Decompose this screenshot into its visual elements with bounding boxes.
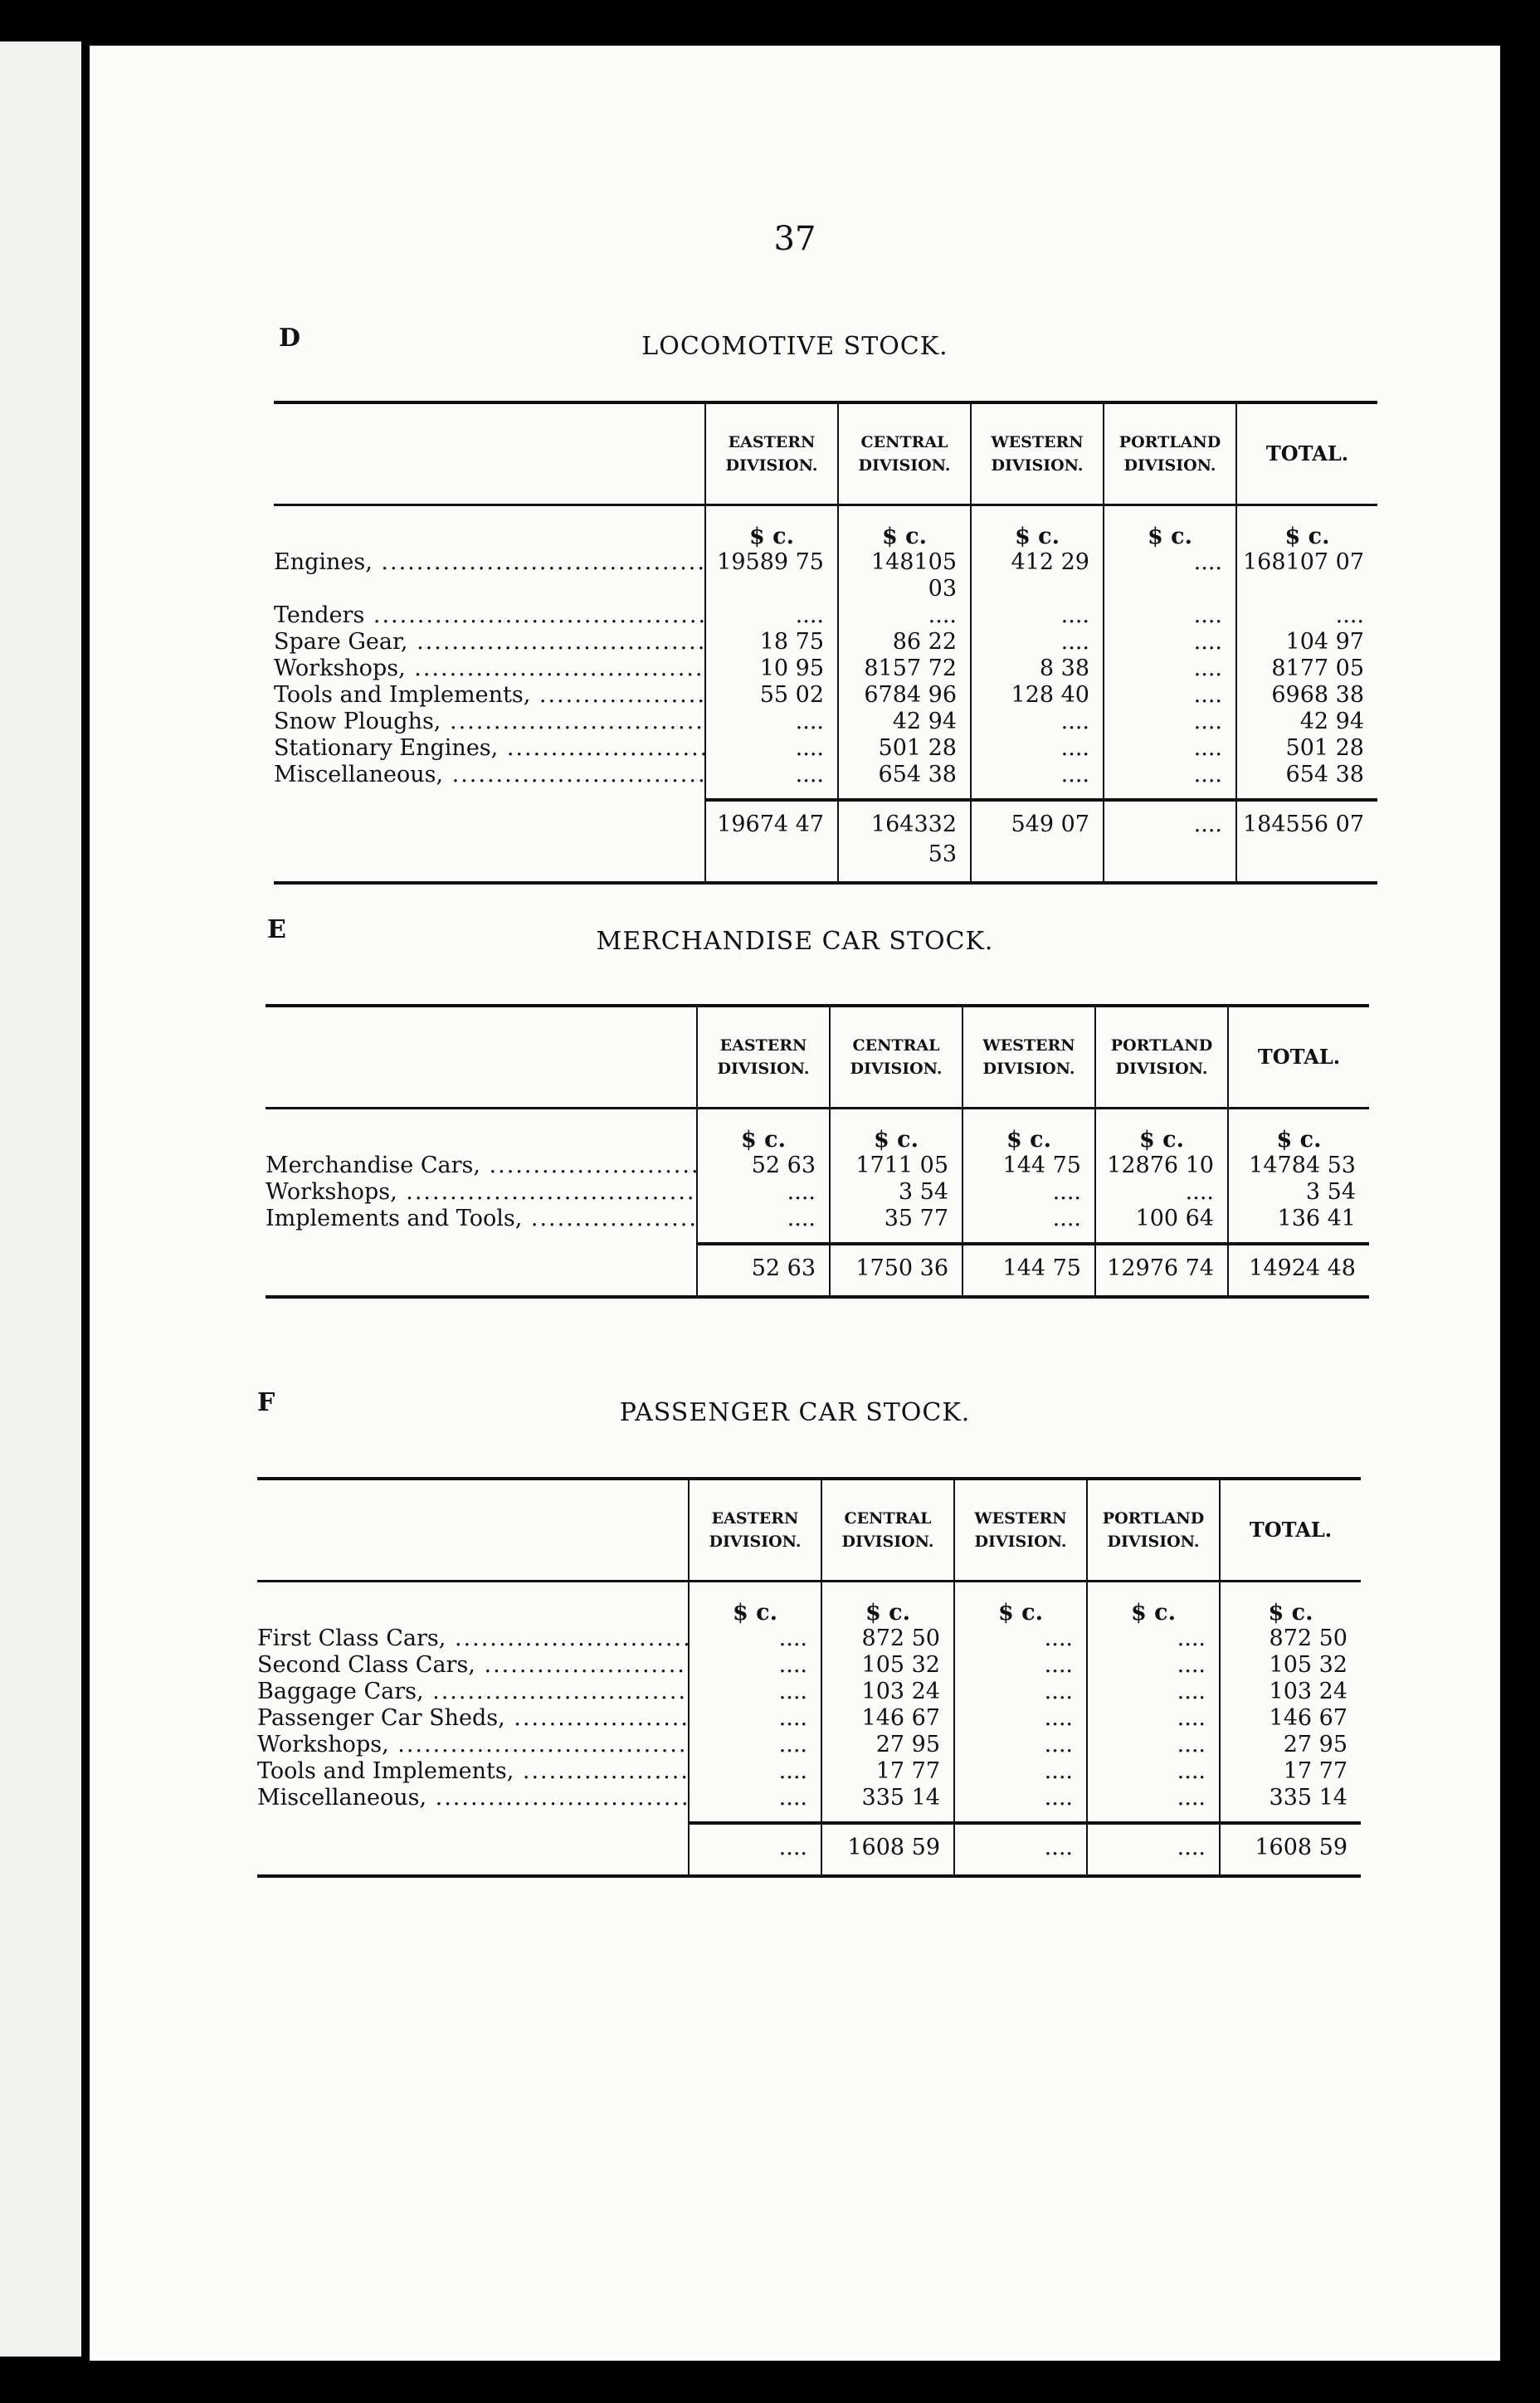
- row-label: Workshops, .....: [266, 1179, 696, 1206]
- row-label-cell: [274, 709, 705, 735]
- currency-unit: $ c.: [689, 1582, 821, 1626]
- row-label: Engines, .....: [274, 549, 704, 576]
- value-cell: ....: [971, 629, 1104, 656]
- total-cell: 164332 53: [838, 800, 971, 883]
- value-cell: 103 24: [1220, 1679, 1361, 1705]
- value-cell: ....: [689, 1626, 821, 1652]
- row-label-cell: [257, 1626, 689, 1652]
- column-header: CENTRAL DIVISION.: [821, 1479, 954, 1582]
- value-cell: 52 63: [697, 1153, 830, 1179]
- header-blank: [274, 402, 705, 505]
- currency-unit: $ c.: [830, 1109, 962, 1153]
- currency-unit: $ c.: [697, 1109, 830, 1153]
- value-cell: ....: [1236, 602, 1377, 629]
- value-cell: ....: [954, 1705, 1087, 1732]
- value-cell: 19589 75: [705, 549, 838, 602]
- totals-row: [274, 800, 1377, 883]
- value-cell: ....: [954, 1652, 1087, 1679]
- value-cell: 8177 05: [1236, 656, 1377, 682]
- value-cell: ....: [962, 1206, 1095, 1244]
- row-label: Snow Ploughs, .....: [274, 709, 704, 735]
- value-cell: ....: [1104, 682, 1236, 709]
- value-cell: ....: [1087, 1785, 1220, 1823]
- column-header: WESTERN DIVISION.: [971, 402, 1104, 505]
- table-row: [274, 629, 1377, 656]
- value-cell: ....: [1087, 1732, 1220, 1758]
- column-header: TOTAL.: [1220, 1479, 1361, 1582]
- column-header: WESTERN DIVISION.: [954, 1479, 1087, 1582]
- row-label: Miscellaneous, .....: [274, 762, 704, 788]
- value-cell: ....: [962, 1179, 1095, 1206]
- value-cell: ....: [1104, 656, 1236, 682]
- table-row: [274, 682, 1377, 709]
- value-cell: ....: [697, 1206, 830, 1244]
- column-header: EASTERN DIVISION.: [705, 402, 838, 505]
- value-cell: 105 32: [821, 1652, 954, 1679]
- row-label: Merchandise Cars, .....: [266, 1153, 696, 1179]
- value-cell: 27 95: [1220, 1732, 1361, 1758]
- value-cell: 8 38: [971, 656, 1104, 682]
- section-title-passenger: PASSENGER CAR STOCK.: [619, 1398, 971, 1427]
- column-header: PORTLAND DIVISION.: [1087, 1479, 1220, 1582]
- currency-unit: $ c.: [1095, 1109, 1228, 1153]
- row-label-cell: [266, 1206, 697, 1244]
- value-cell: ....: [1095, 1179, 1228, 1206]
- value-cell: 17 77: [1220, 1758, 1361, 1785]
- value-cell: ....: [689, 1785, 821, 1823]
- column-header: EASTERN DIVISION.: [697, 1006, 830, 1109]
- value-cell: 335 14: [1220, 1785, 1361, 1823]
- value-cell: 168107 07: [1236, 549, 1377, 602]
- value-cell: ....: [705, 709, 838, 735]
- value-cell: 42 94: [1236, 709, 1377, 735]
- total-cell: ....: [1104, 800, 1236, 883]
- value-cell: 136 41: [1228, 1206, 1369, 1244]
- section-letter-e: E: [267, 915, 286, 944]
- row-label-cell: [257, 1758, 689, 1785]
- value-cell: 654 38: [838, 762, 971, 800]
- row-label-cell: [266, 1153, 697, 1179]
- value-cell: 8157 72: [838, 656, 971, 682]
- row-label: Spare Gear, .....: [274, 629, 704, 656]
- value-cell: ....: [697, 1179, 830, 1206]
- value-cell: 1711 05: [830, 1153, 962, 1179]
- value-cell: 128 40: [971, 682, 1104, 709]
- row-label: Tools and Implements, .....: [274, 682, 704, 709]
- currency-unit: $ c.: [954, 1582, 1087, 1626]
- value-cell: 872 50: [821, 1626, 954, 1652]
- total-cell: 14924 48: [1228, 1244, 1369, 1297]
- table-row: [257, 1679, 1361, 1705]
- row-label-cell: [274, 735, 705, 762]
- row-label: Workshops, .....: [274, 656, 704, 682]
- table-row: [257, 1626, 1361, 1652]
- row-label-cell: [274, 656, 705, 682]
- value-cell: ....: [705, 735, 838, 762]
- totals-label-spacer: [274, 800, 705, 883]
- total-cell: 12976 74: [1095, 1244, 1228, 1297]
- total-cell: 1750 36: [830, 1244, 962, 1297]
- row-label: Workshops, .....: [257, 1732, 688, 1758]
- value-cell: 501 28: [1236, 735, 1377, 762]
- page-number: 37: [773, 220, 816, 258]
- section-title-locomotive: LOCOMOTIVE STOCK.: [641, 332, 948, 361]
- row-label-cell: [266, 1179, 697, 1206]
- value-cell: ....: [971, 709, 1104, 735]
- table-row: [274, 762, 1377, 800]
- table-row: [274, 602, 1377, 629]
- value-cell: ....: [1087, 1652, 1220, 1679]
- row-label-cell: [274, 629, 705, 656]
- value-cell: 27 95: [821, 1732, 954, 1758]
- row-label: First Class Cars, .....: [257, 1626, 688, 1652]
- total-cell: 144 75: [962, 1244, 1095, 1297]
- row-label: Tenders .....: [274, 602, 704, 629]
- value-cell: ....: [705, 602, 838, 629]
- value-cell: 3 54: [830, 1179, 962, 1206]
- value-cell: 35 77: [830, 1206, 962, 1244]
- column-header: TOTAL.: [1236, 402, 1377, 505]
- value-cell: ....: [971, 762, 1104, 800]
- value-cell: ....: [1104, 762, 1236, 800]
- total-cell: 549 07: [971, 800, 1104, 883]
- header-blank: [266, 1006, 697, 1109]
- value-cell: 17 77: [821, 1758, 954, 1785]
- value-cell: 412 29: [971, 549, 1104, 602]
- column-header: PORTLAND DIVISION.: [1095, 1006, 1228, 1109]
- row-label-cell: [274, 549, 705, 602]
- currency-row-spacer: [274, 505, 705, 550]
- value-cell: 55 02: [705, 682, 838, 709]
- table-row: [266, 1153, 1369, 1179]
- value-cell: 148105 03: [838, 549, 971, 602]
- table-row: [257, 1758, 1361, 1785]
- row-label: Baggage Cars, .....: [257, 1679, 688, 1705]
- value-cell: 103 24: [821, 1679, 954, 1705]
- value-cell: ....: [1104, 549, 1236, 602]
- totals-row: [266, 1244, 1369, 1297]
- value-cell: 6784 96: [838, 682, 971, 709]
- row-label-cell: [274, 602, 705, 629]
- value-cell: ....: [705, 762, 838, 800]
- value-cell: ....: [1087, 1758, 1220, 1785]
- column-header: WESTERN DIVISION.: [962, 1006, 1095, 1109]
- value-cell: ....: [1104, 629, 1236, 656]
- value-cell: 654 38: [1236, 762, 1377, 800]
- total-cell: 52 63: [697, 1244, 830, 1297]
- value-cell: ....: [1087, 1626, 1220, 1652]
- section-letter-f: F: [257, 1388, 275, 1417]
- value-cell: ....: [1104, 735, 1236, 762]
- passenger-stock-table: [257, 1477, 1361, 1878]
- table-row: [257, 1785, 1361, 1823]
- value-cell: 6968 38: [1236, 682, 1377, 709]
- totals-label-spacer: [257, 1823, 689, 1876]
- value-cell: ....: [838, 602, 971, 629]
- value-cell: 42 94: [838, 709, 971, 735]
- table-row: [274, 549, 1377, 602]
- currency-unit: $ c.: [1104, 505, 1236, 550]
- currency-unit: $ c.: [1228, 1109, 1369, 1153]
- value-cell: 144 75: [962, 1153, 1095, 1179]
- value-cell: ....: [954, 1679, 1087, 1705]
- section-title-merchandise: MERCHANDISE CAR STOCK.: [596, 927, 994, 956]
- value-cell: ....: [1104, 602, 1236, 629]
- table-row: [266, 1179, 1369, 1206]
- value-cell: 146 67: [821, 1705, 954, 1732]
- row-label: Stationary Engines, .....: [274, 735, 704, 762]
- value-cell: 86 22: [838, 629, 971, 656]
- total-cell: 19674 47: [705, 800, 838, 883]
- currency-unit: $ c.: [1220, 1582, 1361, 1626]
- currency-row-spacer: [257, 1582, 689, 1626]
- row-label-cell: [257, 1652, 689, 1679]
- value-cell: ....: [971, 602, 1104, 629]
- value-cell: ....: [954, 1626, 1087, 1652]
- value-cell: ....: [954, 1732, 1087, 1758]
- currency-unit: $ c.: [838, 505, 971, 550]
- row-label-cell: [257, 1785, 689, 1823]
- row-label-cell: [274, 682, 705, 709]
- row-label: Miscellaneous, .....: [257, 1785, 688, 1811]
- value-cell: ....: [689, 1705, 821, 1732]
- table-row: [266, 1206, 1369, 1244]
- value-cell: 335 14: [821, 1785, 954, 1823]
- row-label-cell: [257, 1732, 689, 1758]
- value-cell: 12876 10: [1095, 1153, 1228, 1179]
- value-cell: ....: [1104, 709, 1236, 735]
- value-cell: ....: [954, 1785, 1087, 1823]
- total-cell: ....: [954, 1823, 1087, 1876]
- row-label-cell: [257, 1679, 689, 1705]
- table-row: [257, 1732, 1361, 1758]
- total-cell: ....: [1087, 1823, 1220, 1876]
- value-cell: ....: [971, 735, 1104, 762]
- header-blank: [257, 1479, 689, 1582]
- column-header: CENTRAL DIVISION.: [830, 1006, 962, 1109]
- currency-row-spacer: [266, 1109, 697, 1153]
- total-cell: 184556 07: [1236, 800, 1377, 883]
- value-cell: ....: [689, 1758, 821, 1785]
- value-cell: ....: [689, 1732, 821, 1758]
- value-cell: ....: [1087, 1679, 1220, 1705]
- value-cell: 146 67: [1220, 1705, 1361, 1732]
- table-row: [257, 1652, 1361, 1679]
- locomotive-stock-table: [274, 401, 1377, 885]
- table-row: [274, 656, 1377, 682]
- value-cell: 105 32: [1220, 1652, 1361, 1679]
- total-cell: 1608 59: [1220, 1823, 1361, 1876]
- totals-label-spacer: [266, 1244, 697, 1297]
- value-cell: 501 28: [838, 735, 971, 762]
- table-row: [257, 1705, 1361, 1732]
- column-header: CENTRAL DIVISION.: [838, 402, 971, 505]
- value-cell: 18 75: [705, 629, 838, 656]
- value-cell: ....: [1087, 1705, 1220, 1732]
- column-header: TOTAL.: [1228, 1006, 1369, 1109]
- value-cell: 14784 53: [1228, 1153, 1369, 1179]
- row-label: Tools and Implements, .....: [257, 1758, 688, 1785]
- currency-unit: $ c.: [962, 1109, 1095, 1153]
- value-cell: 10 95: [705, 656, 838, 682]
- value-cell: 3 54: [1228, 1179, 1369, 1206]
- value-cell: 104 97: [1236, 629, 1377, 656]
- row-label-cell: [257, 1705, 689, 1732]
- column-header: PORTLAND DIVISION.: [1104, 402, 1236, 505]
- value-cell: 872 50: [1220, 1626, 1361, 1652]
- merchandise-stock-table: [266, 1004, 1369, 1299]
- row-label: Second Class Cars, .....: [257, 1652, 688, 1679]
- row-label-cell: [274, 762, 705, 800]
- document-page: [90, 46, 1500, 2361]
- currency-unit: $ c.: [1236, 505, 1377, 550]
- currency-unit: $ c.: [971, 505, 1104, 550]
- currency-unit: $ c.: [821, 1582, 954, 1626]
- value-cell: ....: [689, 1679, 821, 1705]
- total-cell: 1608 59: [821, 1823, 954, 1876]
- value-cell: 100 64: [1095, 1206, 1228, 1244]
- value-cell: ....: [689, 1652, 821, 1679]
- row-label: Passenger Car Sheds, .....: [257, 1705, 688, 1732]
- total-cell: ....: [689, 1823, 821, 1876]
- currency-unit: $ c.: [1087, 1582, 1220, 1626]
- facing-page-edge: [0, 41, 81, 2357]
- column-header: EASTERN DIVISION.: [689, 1479, 821, 1582]
- totals-row: [257, 1823, 1361, 1876]
- value-cell: ....: [954, 1758, 1087, 1785]
- table-row: [274, 709, 1377, 735]
- section-letter-d: D: [279, 324, 301, 353]
- currency-unit: $ c.: [705, 505, 838, 550]
- table-row: [274, 735, 1377, 762]
- row-label: Implements and Tools, .....: [266, 1206, 696, 1232]
